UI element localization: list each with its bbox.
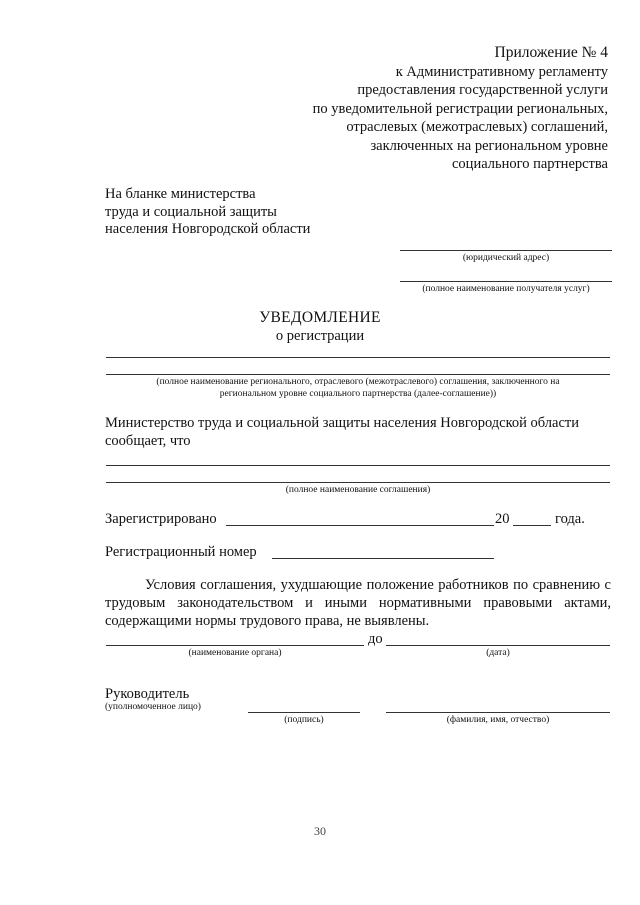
year-suffix: года. [555,511,585,527]
date-line [386,645,610,646]
date-caption: (дата) [486,648,510,658]
body-name-line [106,645,364,646]
signature-line [248,712,360,713]
notice-subtitle: о регистрации [275,328,365,344]
ministry-statement: Министерство труда и социальной защиты населения Новгородской области [105,415,580,431]
letterhead-line: труда и социальной защиты [105,203,277,220]
body-name-caption: (наименование органа) [188,648,282,658]
head-label: Руководитель [105,686,190,702]
agreement-name-caption: (полное наименование соглашения) [285,485,431,495]
address-caption: (юридический адрес) [462,253,550,263]
agreement-name-line-2 [106,374,610,375]
signature-caption: (подпись) [284,715,324,725]
conditions-paragraph: Условия соглашения, ухудшающие положение работников по сравнению с трудовым законодательством и иными нормативными правовыми актами, содержащими нормы трудового права, не выявлены. [105,577,611,629]
appendix-line: предоставления государственной услуги [357,82,608,98]
letterhead-note [105,186,310,239]
appendix-line: социального партнерства [452,156,608,172]
fullname-line [386,712,610,713]
recipient-name-line [400,281,612,282]
page-number: 30 [314,824,326,838]
reports-that: сообщает, что [105,433,191,449]
agreement-caption-1: (полное наименование регионального, отраслевого (межотраслевого) соглашения, заключенного на [156,377,560,387]
until-label: до [368,631,383,647]
appendix-line: к Административному регламенту [395,63,608,80]
appendix-line: заключенных на региональном уровне [370,137,608,154]
agreement-name-line-1 [106,357,610,358]
year-line [513,525,551,526]
reg-number-label: Регистрационный номер [105,544,257,560]
year-prefix: 20 [495,511,510,527]
reg-number-line [272,558,494,559]
notice-title: УВЕДОМЛЕНИЕ [259,309,381,326]
recipient-name-caption: (полное наименование получателя услуг) [422,284,590,294]
registered-date-line [226,525,494,526]
address-field-line [400,250,612,251]
fullname-caption: (фамилия, имя, отчество) [446,715,550,725]
appendix-header [188,44,608,174]
appendix-line: по уведомительной регистрации региональных, [312,100,608,117]
letterhead-line: На бланке министерства [105,186,256,202]
appendix-line: отраслевых (межотраслевых) соглашений, [346,119,608,135]
agreement-field-line-2 [106,482,610,483]
agreement-caption-2: региональном уровне социального партнерства (далее-соглашение)) [219,389,497,399]
letterhead-line: населения Новгородской области [105,221,311,237]
agreement-field-line-1 [106,465,610,466]
appendix-number: Приложение № 4 [494,44,608,61]
authorized-caption: (уполномоченное лицо) [105,702,201,712]
registered-label: Зарегистрировано [105,511,217,527]
